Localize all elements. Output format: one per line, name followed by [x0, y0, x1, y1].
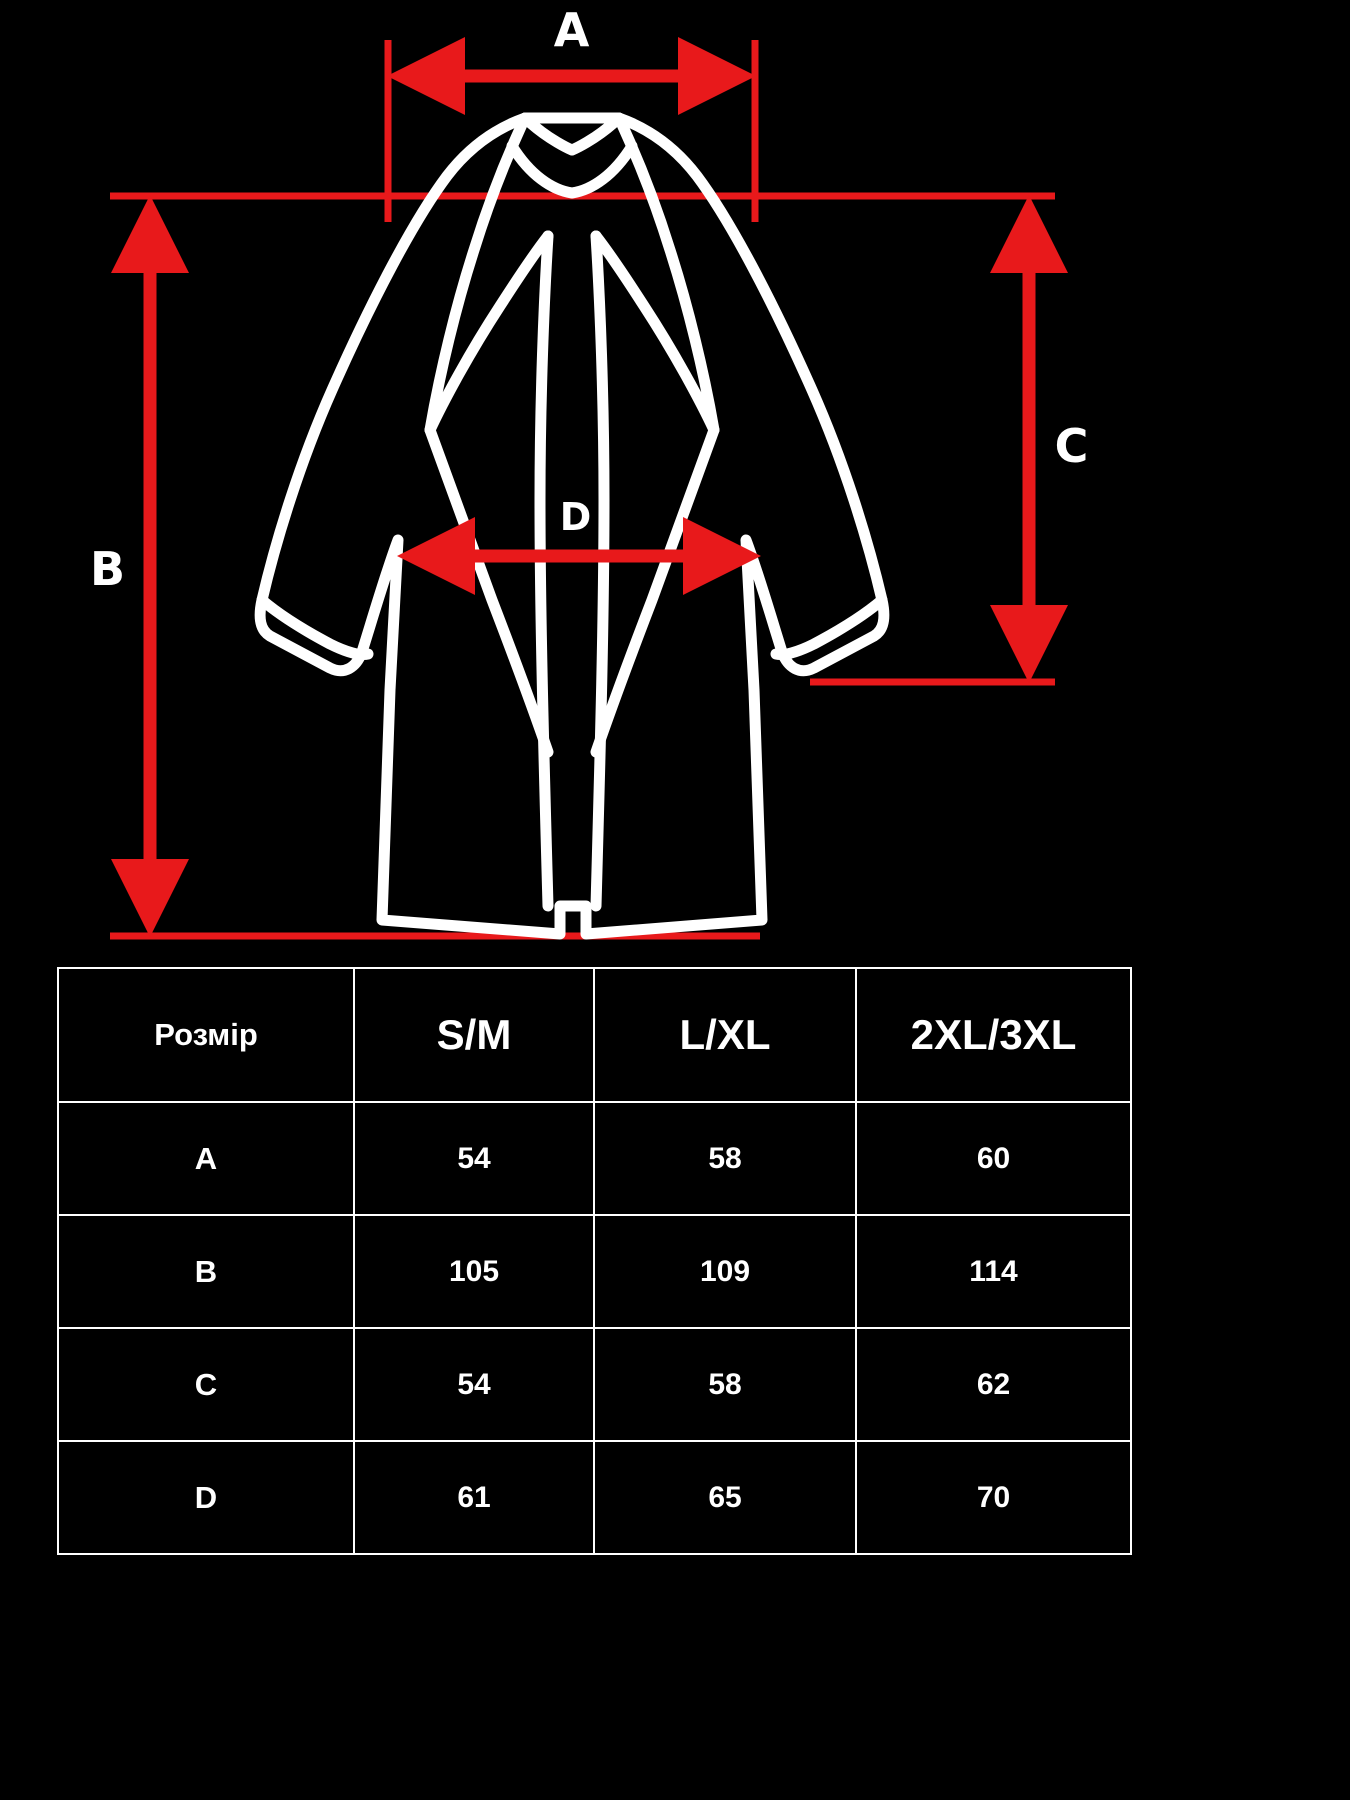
header-size-label: Розмір	[58, 968, 354, 1102]
cell-d-lxl: 65	[594, 1441, 856, 1554]
dimension-label-c: C	[1054, 419, 1090, 473]
header-size-lxl: L/XL	[594, 968, 856, 1102]
cell-d-xxl: 70	[856, 1441, 1131, 1554]
row-label-a: A	[58, 1102, 354, 1215]
table-header-row	[58, 968, 1131, 1102]
row-label-d: D	[58, 1441, 354, 1554]
dimension-label-d: D	[559, 495, 593, 539]
cell-b-lxl: 109	[594, 1215, 856, 1328]
cell-c-sm: 54	[354, 1328, 594, 1441]
table-row	[58, 1215, 1131, 1328]
header-size-xxl: 2XL/3XL	[856, 968, 1131, 1102]
cell-d-sm: 61	[354, 1441, 594, 1554]
cell-b-xxl: 114	[856, 1215, 1131, 1328]
header-size-sm: S/M	[354, 968, 594, 1102]
table-row	[58, 1328, 1131, 1441]
table-row	[58, 1441, 1131, 1554]
cell-a-lxl: 58	[594, 1102, 856, 1215]
dimension-label-a: A	[553, 3, 591, 57]
row-label-c: C	[58, 1328, 354, 1441]
cell-b-sm: 105	[354, 1215, 594, 1328]
size-table	[57, 967, 1132, 1555]
cell-c-lxl: 58	[594, 1328, 856, 1441]
cell-a-xxl: 60	[856, 1102, 1131, 1215]
table-row	[58, 1102, 1131, 1215]
dimension-label-b: B	[89, 542, 127, 596]
cell-c-xxl: 62	[856, 1328, 1131, 1441]
row-label-b: B	[58, 1215, 354, 1328]
cell-a-sm: 54	[354, 1102, 594, 1215]
